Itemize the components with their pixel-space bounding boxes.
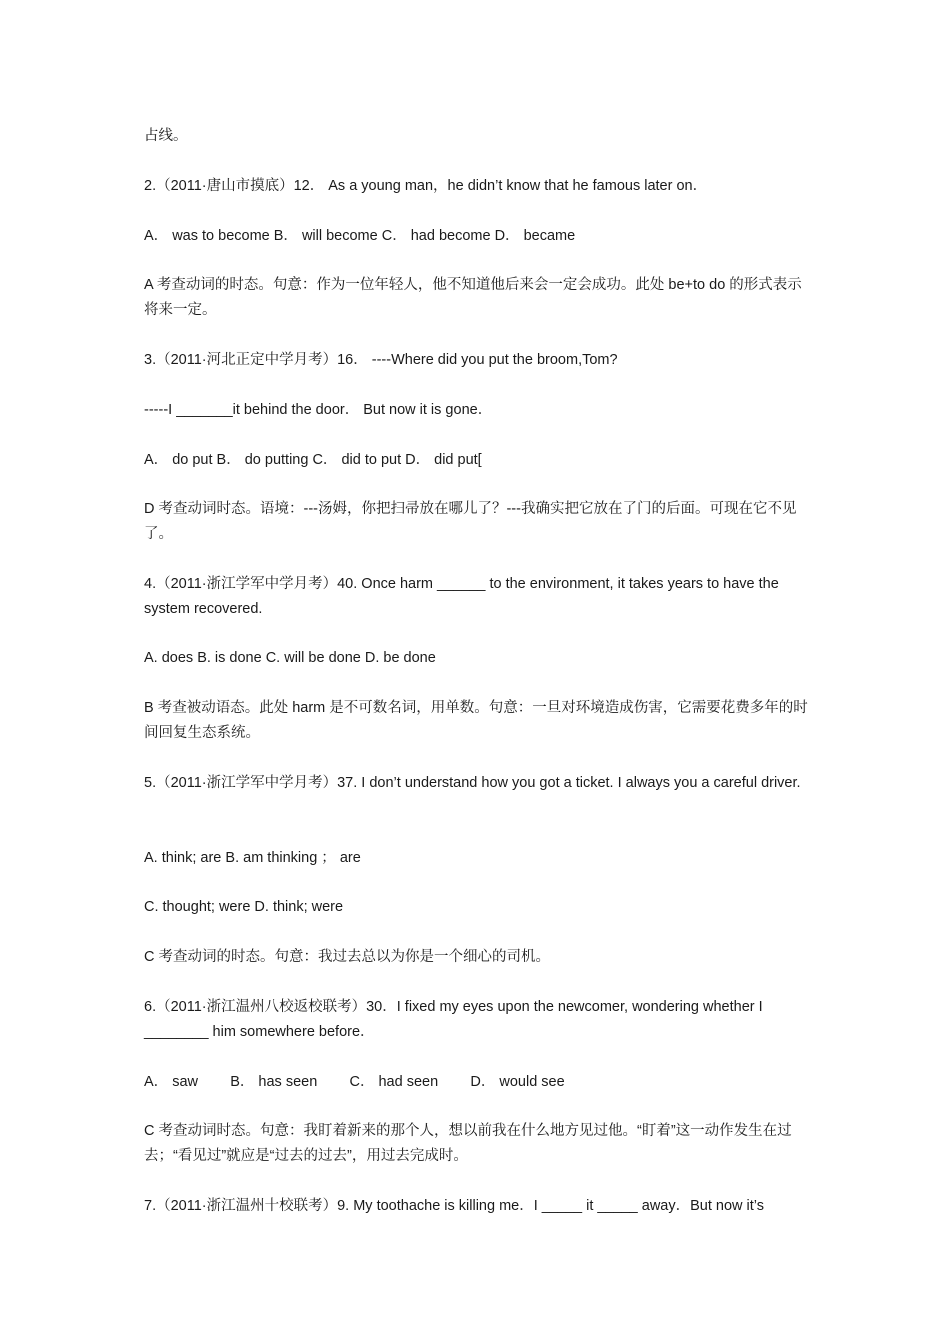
question-6: 6.（2011·浙江温州八校返校联考）30．I fixed my eyes upon the newcomer, wondering whether I ________ him somewhere before． bbox=[144, 999, 767, 1040]
question-2-answer: A 考查动词的时态。句意：作为一位年轻人，他不知道他后来会一定会成功。此处 be+to do 的形式表示将来一定。 bbox=[144, 277, 802, 318]
question-2: 2.（2011·唐山市摸底）12． As a young man，he didn’t know that he famous later on． bbox=[144, 178, 708, 194]
question-7: 7.（2011·浙江温州十校联考）9. My toothache is killing me．I _____ it _____ away．But now it’s bbox=[144, 1198, 765, 1214]
question-5-options-ab: A. think; are B. am thinking ； are bbox=[144, 850, 361, 866]
question-4-answer: B 考查被动语态。此处 harm 是不可数名词，用单数。句意：一旦对环境造成伤害，它需要花费多年的时间回复生态系统。 bbox=[144, 700, 808, 741]
question-5-options-cd: C. thought; were D. think; were bbox=[144, 899, 344, 915]
question-4: 4.（2011·浙江学军中学月考）40. Once harm ______ to the environment, it takes years to have the system recovered. bbox=[144, 576, 783, 617]
question-3-options: A． do put B． do putting C． did to put D． did put[ bbox=[144, 452, 482, 468]
question-2-options: A． was to become B． will become C． had become D． became bbox=[144, 228, 576, 244]
question-6-answer: C 考查动词时态。句意：我盯着新来的那个人，想以前我在什么地方见过他。“盯着”这一动作发生在过去；“看见过”就应是“过去的过去”，用过去完成时。 bbox=[144, 1123, 792, 1164]
question-5-answer: C 考查动词的时态。句意：我过去总以为你是一个细心的司机。 bbox=[144, 949, 550, 965]
paragraph-continuation: 占线。 bbox=[144, 128, 188, 144]
question-4-options: A. does B. is done C. will be done D. be done bbox=[144, 650, 436, 666]
question-3-dialogue: -----I _______it behind the door． But now it is gone． bbox=[144, 402, 493, 418]
question-3: 3.（2011·河北正定中学月考）16． ----Where did you put the broom,Tom? bbox=[144, 352, 618, 368]
question-6-options: A． saw B． has seen C． had seen D． would see bbox=[144, 1074, 565, 1090]
question-5: 5.（2011·浙江学军中学月考）37. I don’t understand how you got a ticket. I always you a careful driver. bbox=[144, 775, 801, 791]
question-3-answer: D 考查动词时态。语境：---汤姆，你把扫帚放在哪儿了？---我确实把它放在了门的后面。可现在它不见了。 bbox=[144, 501, 797, 542]
